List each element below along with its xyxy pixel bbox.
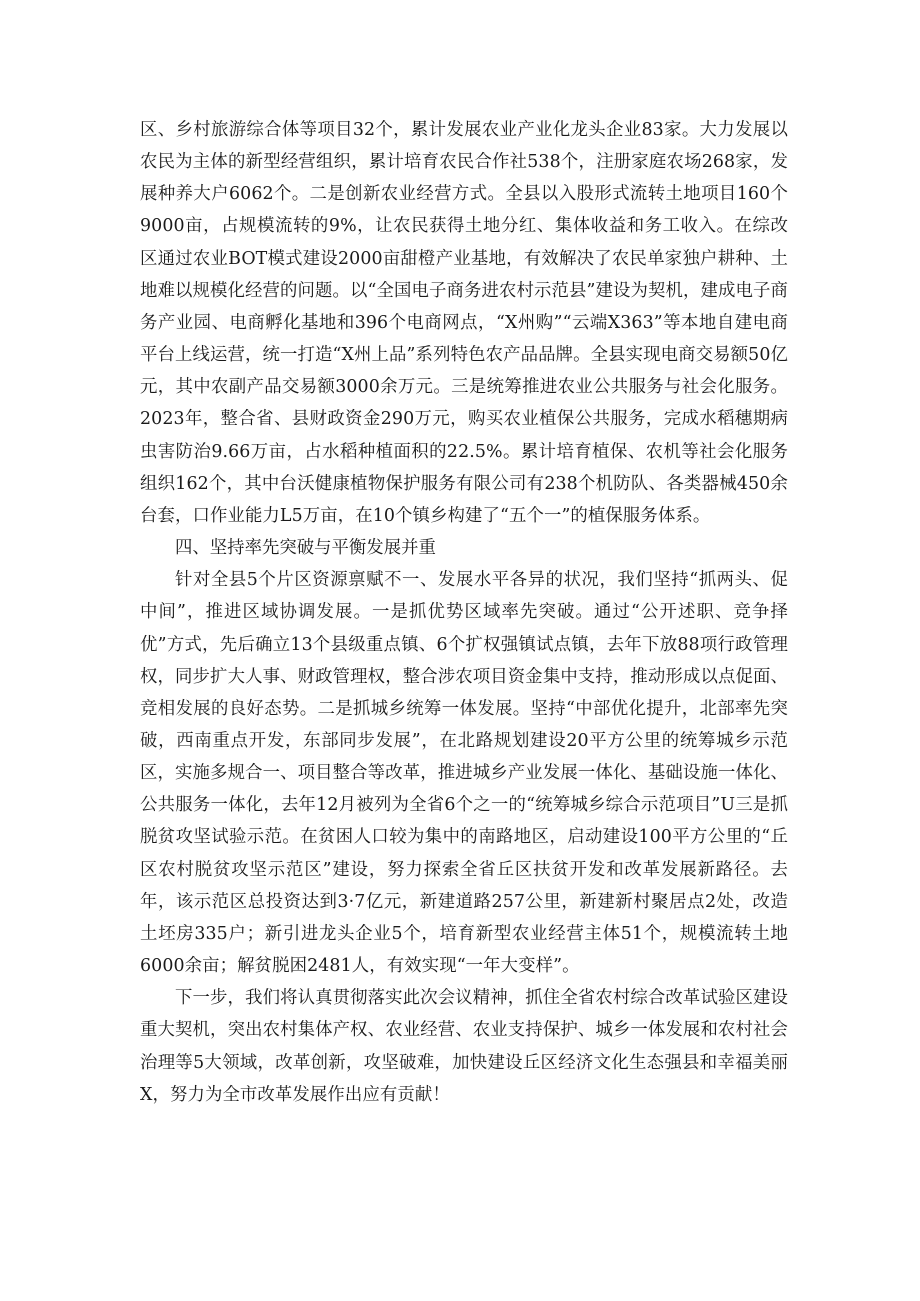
section-heading-four: 四、坚持率先突破与平衡发展并重 [175, 538, 436, 559]
paragraph-agriculture-operations: 区、乡村旅游综合体等项目32个，累计发展农业产业化龙头企业83家。大力发展以农民为主体的新型经营组织，累计培育农民合作社538个，注册家庭农场268家，发展种养大户6062个。二是创新农业经营方式。全县以入股形式流转土地项目160个9000亩，占规模流转的9%，让农民获得土地分红、集体收益和务工收入。在综改区通过农业BOT模式建设2000亩甜橙产业基地，有效解决了农民单家独户耕种、土地难以规模化经营的问题。以“全国电子商务进农村示范县”建设为契机，建成电子商务产业园、电商孵化基地和396个电商网点，“X州购”“云端X363”等本地自建电商平台上线运营，统一打造“X州上品”系列特色农产品品牌。全县实现电商交易额50亿元，其中农副产品交易额3000余万元。三是统筹推进农业公共服务与社会化服务。2023年，整合省、县财政资金290万元，购买农业植保公共服务，完成水稻穗期病虫害防治9.66万亩，占水稻种植面积的22.5%。累计培育植保、农机等社会化服务组织162个，其中台沃健康植物保护服务有限公司有238个机防队、各类器械450余台套，口作业能力L5万亩，在10个镇乡构建了“五个一”的植保服务体系。 [140, 120, 788, 526]
paragraph-next-steps: 下一步，我们将认真贯彻落实此次会议精神，抓住全省农村综合改革试验区建设重大契机，突出农村集体产权、农业经营、农业支持保护、城乡一体发展和农村社会治理等5大领域，改革创新，攻坚破难，加快建设丘区经济文化生态强县和幸福美丽X，努力为全市改革发展作出应有贡献！ [140, 988, 788, 1105]
document-page [140, 114, 788, 1111]
paragraph-regional-development: 针对全县5个片区资源禀赋不一、发展水平各异的状况，我们坚持“抓两头、促中间”，推进区域协调发展。一是抓优势区域率先突破。通过“公开述职、竞争择优”方式，先后确立13个县级重点镇、6个扩权强镇试点镇，去年下放88项行政管理权，同步扩大人事、财政管理权，整合涉农项目资金集中支持，推动形成以点促面、竞相发展的良好态势。二是抓城乡统筹一体发展。坚持“中部优化提升，北部率先突破，西南重点开发，东部同步发展”，在北路规划建设20平方公里的统筹城乡示范区，实施多规合一、项目整合等改革，推进城乡产业发展一体化、基础设施一体化、公共服务一体化，去年12月被列为全省6个之一的“统筹城乡综合示范项目”U三是抓脱贫攻坚试验示范。在贫困人口较为集中的南路地区，启动建设100平方公里的“丘区农村脱贫攻坚示范区”建设，努力探索全省丘区扶贫开发和改革发展新路径。去年，该示范区总投资达到3·7亿元，新建道路257公里，新建新村聚居点2处，改造土坯房335户；新引进龙头企业5个，培育新型农业经营主体51个，规模流转土地6000余亩；解贫脱困2481人，有效实现“一年大变样”。 [140, 570, 788, 977]
